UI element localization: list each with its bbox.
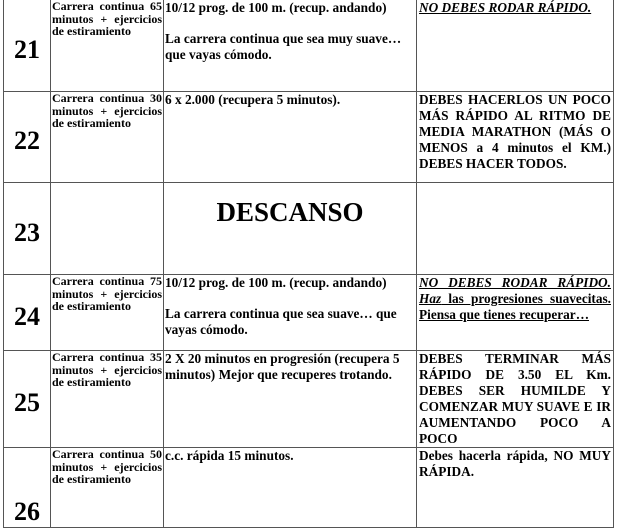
main-workout-line: La carrera continua que sea suave… que vayas cómodo. bbox=[165, 306, 397, 337]
training-plan-table bbox=[3, 0, 614, 528]
warmup-cell bbox=[51, 183, 164, 275]
main-workout-line: 10/12 prog. de 100 m. (recup. andando) bbox=[165, 0, 387, 15]
notes-rest: las progresiones suavecitas. Piensa que tienes recuperar… bbox=[419, 291, 611, 322]
table-row-day-25 bbox=[4, 351, 614, 448]
day-number: 24 bbox=[4, 275, 51, 351]
notes-cell: Debes hacerla rápida, NO MUY RÁPIDA. bbox=[417, 448, 614, 528]
warmup-cell: Carrera continua 30 minutos + ejercicios de estiramiento bbox=[51, 92, 164, 183]
warmup-cell: Carrera continua 75 minutos + ejercicios de estiramiento bbox=[51, 275, 164, 351]
notes-cell: DEBES TERMINAR MÁS RÁPIDO DE 3.50 EL Km. DEBES SER HUMILDE Y COMENZAR MUY SUAVE E IR AUMENTANDO POCO A POCO bbox=[417, 351, 614, 448]
warmup-cell: Carrera continua 50 minutos + ejercicios de estiramiento bbox=[51, 448, 164, 528]
notes-text: NO DEBES RODAR RÁPIDO. bbox=[419, 0, 592, 15]
notes-cell bbox=[417, 275, 614, 351]
day-number: 21 bbox=[4, 0, 51, 92]
table-row-day-24 bbox=[4, 275, 614, 351]
main-workout-line: 6 x 2.000 (recupera 5 minutos). bbox=[165, 92, 341, 107]
day-number: 26 bbox=[4, 448, 51, 528]
table-row-day-21 bbox=[4, 0, 614, 92]
notes-cell bbox=[417, 183, 614, 275]
main-workout-line: 2 X 20 minutos en progresión (recupera 5 minutos) Mejor que recuperes trotando. bbox=[165, 351, 400, 382]
day-number: 23 bbox=[4, 183, 51, 275]
main-workout-cell bbox=[164, 351, 417, 448]
main-workout-cell bbox=[164, 0, 417, 92]
table-row-day-22 bbox=[4, 92, 614, 183]
warmup-cell: Carrera continua 35 minutos + ejercicios de estiramiento bbox=[51, 351, 164, 448]
main-workout-cell bbox=[164, 92, 417, 183]
notes-text bbox=[419, 291, 611, 322]
warmup-cell: Carrera continua 65 minutos + ejercicios de estiramiento bbox=[51, 0, 164, 92]
notes-cell bbox=[417, 0, 614, 92]
main-workout-cell bbox=[164, 448, 417, 528]
day-number: 22 bbox=[4, 92, 51, 183]
notes-emphasis: Haz bbox=[419, 291, 442, 306]
notes-cell: DEBES HACERLOS UN POCO MÁS RÁPIDO AL RITMO DE MEDIA MARATHON (MÁS O MENOS a 4 minutos el KM.) DEBES HACER TODOS. bbox=[417, 92, 614, 183]
main-workout-line: La carrera continua que sea muy suave… que vayas cómodo. bbox=[165, 31, 402, 62]
main-workout-line: c.c. rápida 15 minutos. bbox=[165, 448, 294, 463]
main-workout-cell bbox=[164, 275, 417, 351]
table-row-day-26 bbox=[4, 448, 614, 528]
notes-warning: NO DEBES RODAR RÁPIDO. bbox=[419, 275, 611, 290]
day-number: 25 bbox=[4, 351, 51, 448]
main-workout-line: 10/12 prog. de 100 m. (recup. andando) bbox=[165, 275, 387, 290]
table-row-day-23 bbox=[4, 183, 614, 275]
rest-day-label: DESCANSO bbox=[164, 183, 417, 275]
